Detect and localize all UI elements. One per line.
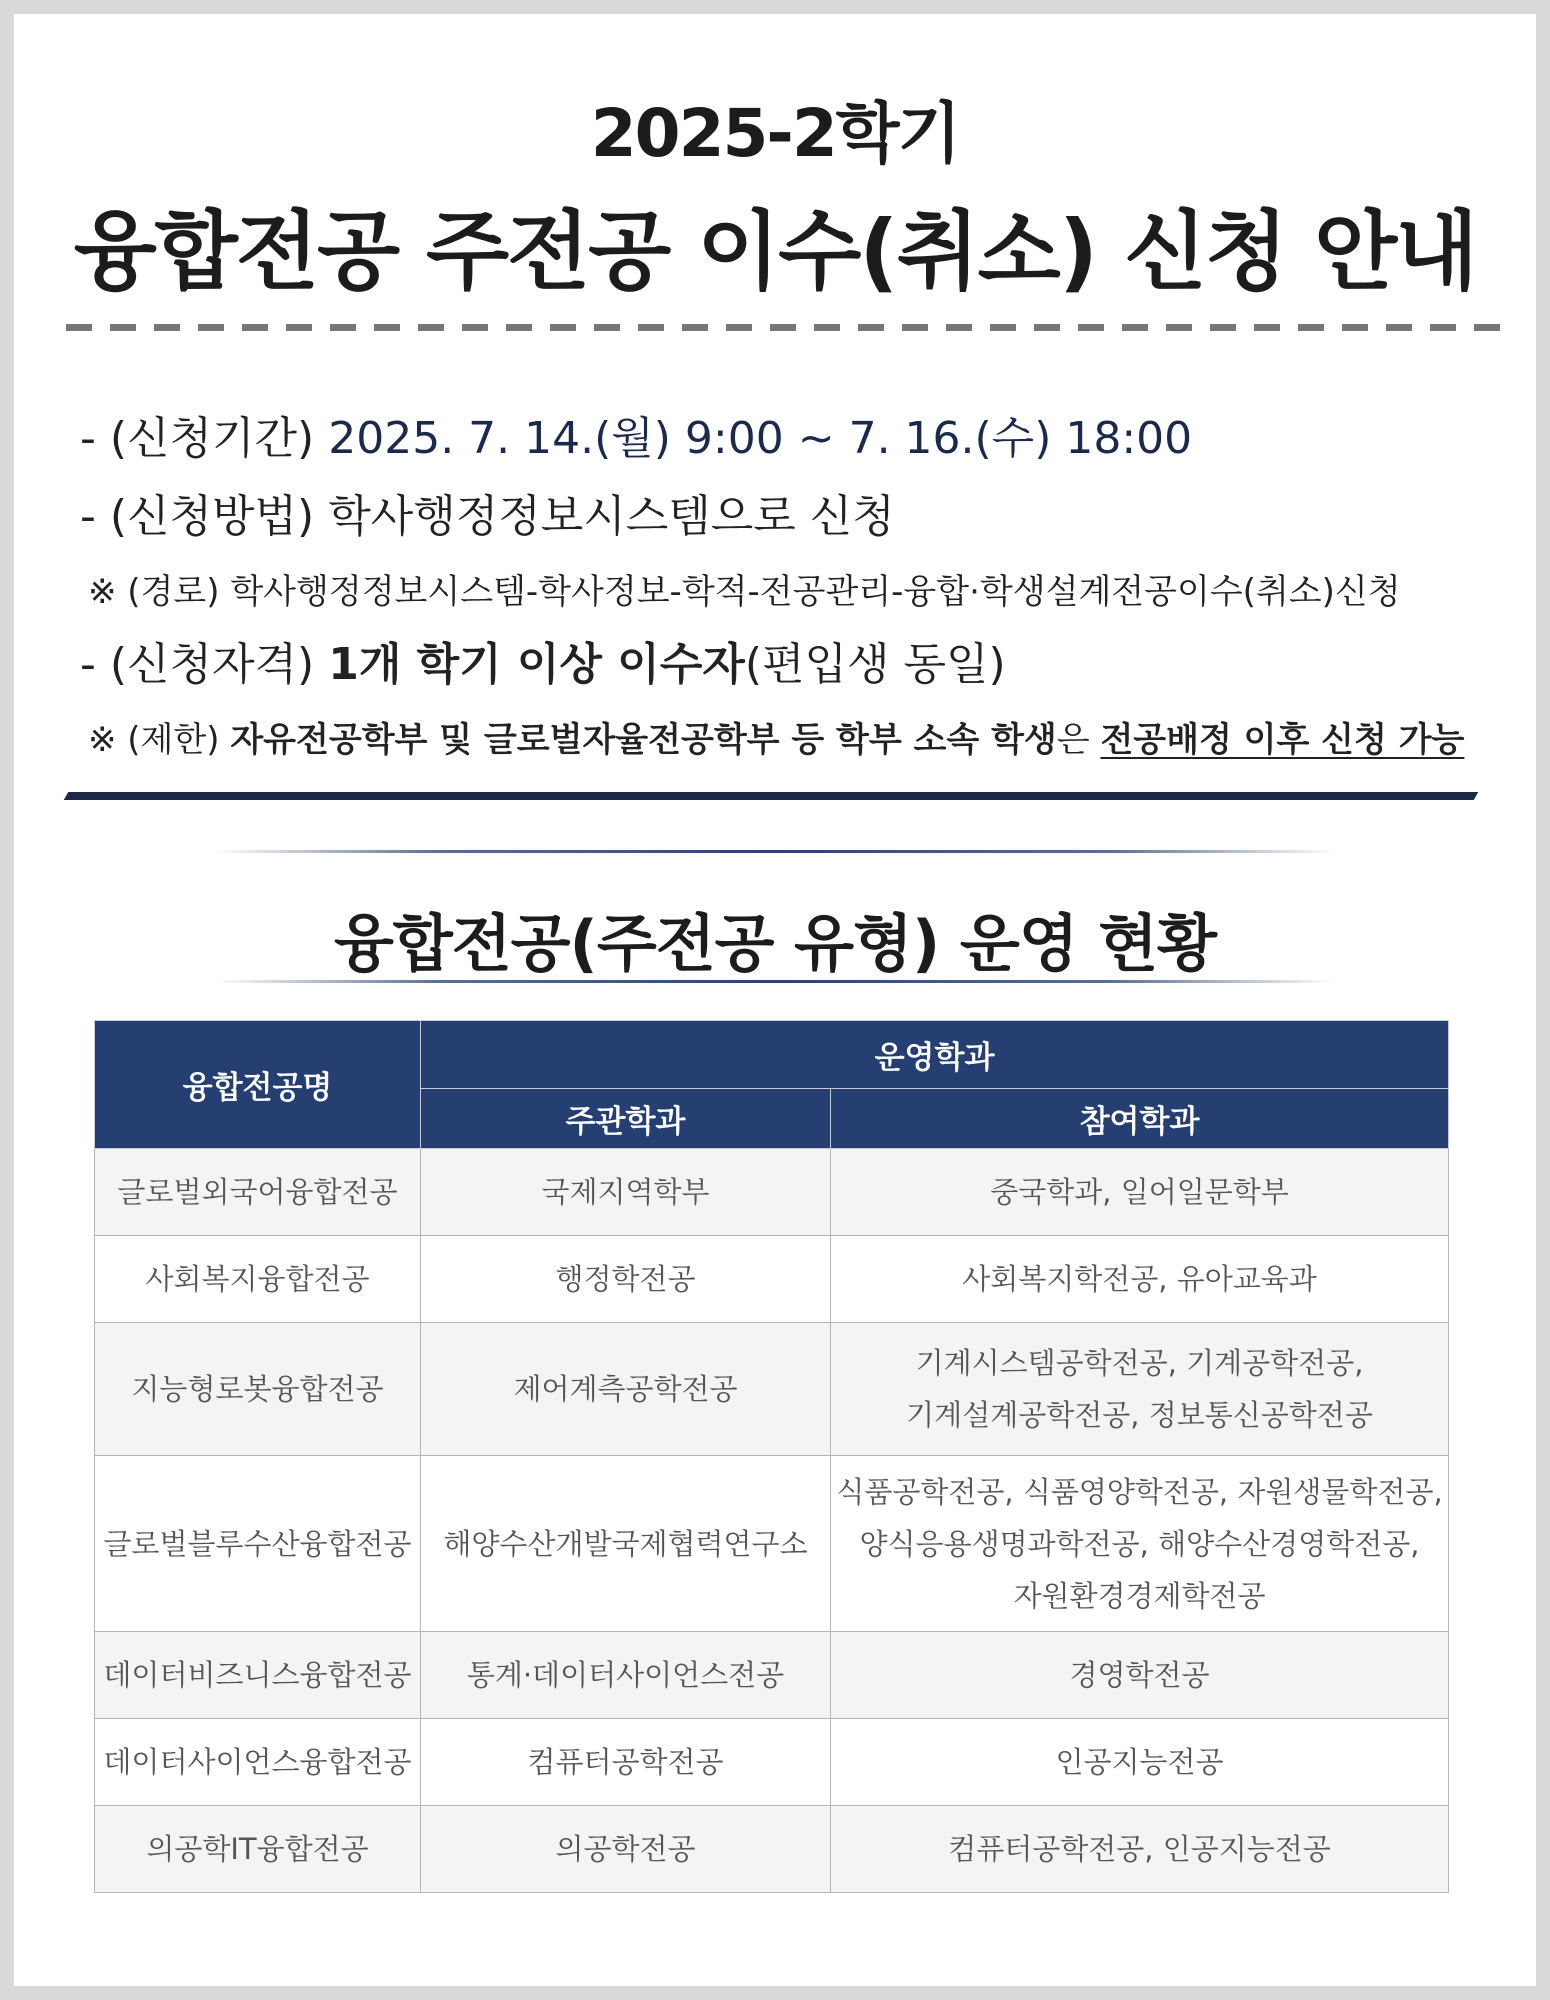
major-cell: 데이터사이언스융합전공 xyxy=(95,1719,421,1806)
info-qualification xyxy=(80,628,1006,692)
part-cell xyxy=(831,1323,1449,1456)
part-cell xyxy=(831,1456,1449,1632)
navy-divider xyxy=(64,792,1479,800)
method-value: 학사행정정보시스템으로 신청 xyxy=(328,491,895,542)
qual-bold: 1개 학기 이상 이수자 xyxy=(328,639,745,690)
table-body xyxy=(95,1149,1449,1893)
col-major-header: 융합전공명 xyxy=(95,1021,421,1149)
limit-bold: 자유전공학부 및 글로벌자율전공학부 등 학부 소속 학생 xyxy=(230,720,1057,760)
limit-underline: 전공배정 이후 신청 가능 xyxy=(1100,720,1465,760)
qual-rest: (편입생 동일) xyxy=(744,639,1006,690)
info-period xyxy=(80,402,1192,466)
period-label: - (신청기간) xyxy=(80,413,315,464)
major-cell: 글로벌블루수산융합전공 xyxy=(95,1456,421,1632)
period-value: 2025. 7. 14.(월) 9:00 ~ 7. 16.(수) 18:00 xyxy=(328,413,1193,464)
part-cell xyxy=(831,1806,1449,1893)
limit-mid: 은 xyxy=(1056,720,1090,760)
col-part-header: 참여학과 xyxy=(831,1089,1449,1149)
part-line: 사회복지학전공, 유아교육과 xyxy=(962,1262,1317,1296)
table-row xyxy=(95,1323,1449,1456)
section-bottom-line xyxy=(214,980,1336,983)
host-cell: 제어계측공학전공 xyxy=(421,1323,831,1456)
info-route-note: ※ (경로) 학사행정정보시스템-학사정보-학적-전공관리-융합·학생설계전공이수(취소)신청 xyxy=(88,572,1401,612)
host-cell: 의공학전공 xyxy=(421,1806,831,1893)
method-label: - (신청방법) xyxy=(80,491,315,542)
part-cell xyxy=(831,1632,1449,1719)
part-line: 자원환경경제학전공 xyxy=(1013,1578,1266,1613)
host-cell: 통계·데이터사이언스전공 xyxy=(421,1632,831,1719)
host-cell: 컴퓨터공학전공 xyxy=(421,1719,831,1806)
dashed-divider xyxy=(66,324,1502,331)
qual-label: - (신청자격) xyxy=(80,639,315,690)
table-row xyxy=(95,1632,1449,1719)
part-line: 식품공학전공, 식품영양학전공, 자원생물학전공, xyxy=(836,1474,1443,1509)
table-row xyxy=(95,1149,1449,1236)
part-line: 양식응용생명과학전공, 해양수산경영학전공, xyxy=(859,1526,1420,1561)
table-row xyxy=(95,1236,1449,1323)
major-cell: 지능형로봇융합전공 xyxy=(95,1323,421,1456)
part-line: 중국학과, 일어일문학부 xyxy=(990,1175,1289,1209)
semester-title: 2025-2학기 xyxy=(590,95,960,172)
part-line: 경영학전공 xyxy=(1069,1658,1210,1692)
col-host-header: 주관학과 xyxy=(421,1089,831,1149)
info-method xyxy=(80,480,895,544)
part-line: 기계시스템공학전공, 기계공학전공, xyxy=(915,1346,1364,1380)
part-cell xyxy=(831,1719,1449,1806)
part-line: 인공지능전공 xyxy=(1055,1745,1224,1779)
table-row xyxy=(95,1806,1449,1893)
part-line: 기계설계공학전공, 정보통신공학전공 xyxy=(906,1398,1373,1432)
page-title: 융합전공 주전공 이수(취소) 신청 안내 xyxy=(73,202,1477,302)
part-cell xyxy=(831,1149,1449,1236)
table-row xyxy=(95,1719,1449,1806)
info-limit-note xyxy=(88,712,1464,761)
major-cell: 의공학IT융합전공 xyxy=(95,1806,421,1893)
operations-table xyxy=(94,1020,1449,1893)
part-line: 컴퓨터공학전공, 인공지능전공 xyxy=(948,1832,1331,1866)
section-top-line xyxy=(214,850,1336,853)
limit-mark: ※ (제한) xyxy=(88,720,220,760)
major-cell: 사회복지융합전공 xyxy=(95,1236,421,1323)
table-row xyxy=(95,1456,1449,1632)
section-title: 융합전공(주전공 유형) 운영 현황 xyxy=(333,907,1217,980)
host-cell: 행정학전공 xyxy=(421,1236,831,1323)
col-ops-header: 운영학과 xyxy=(421,1021,1449,1089)
major-cell: 글로벌외국어융합전공 xyxy=(95,1149,421,1236)
notice-sheet xyxy=(14,14,1536,1986)
part-cell xyxy=(831,1236,1449,1323)
host-cell: 해양수산개발국제협력연구소 xyxy=(421,1456,831,1632)
host-cell: 국제지역학부 xyxy=(421,1149,831,1236)
major-cell: 데이터비즈니스융합전공 xyxy=(95,1632,421,1719)
